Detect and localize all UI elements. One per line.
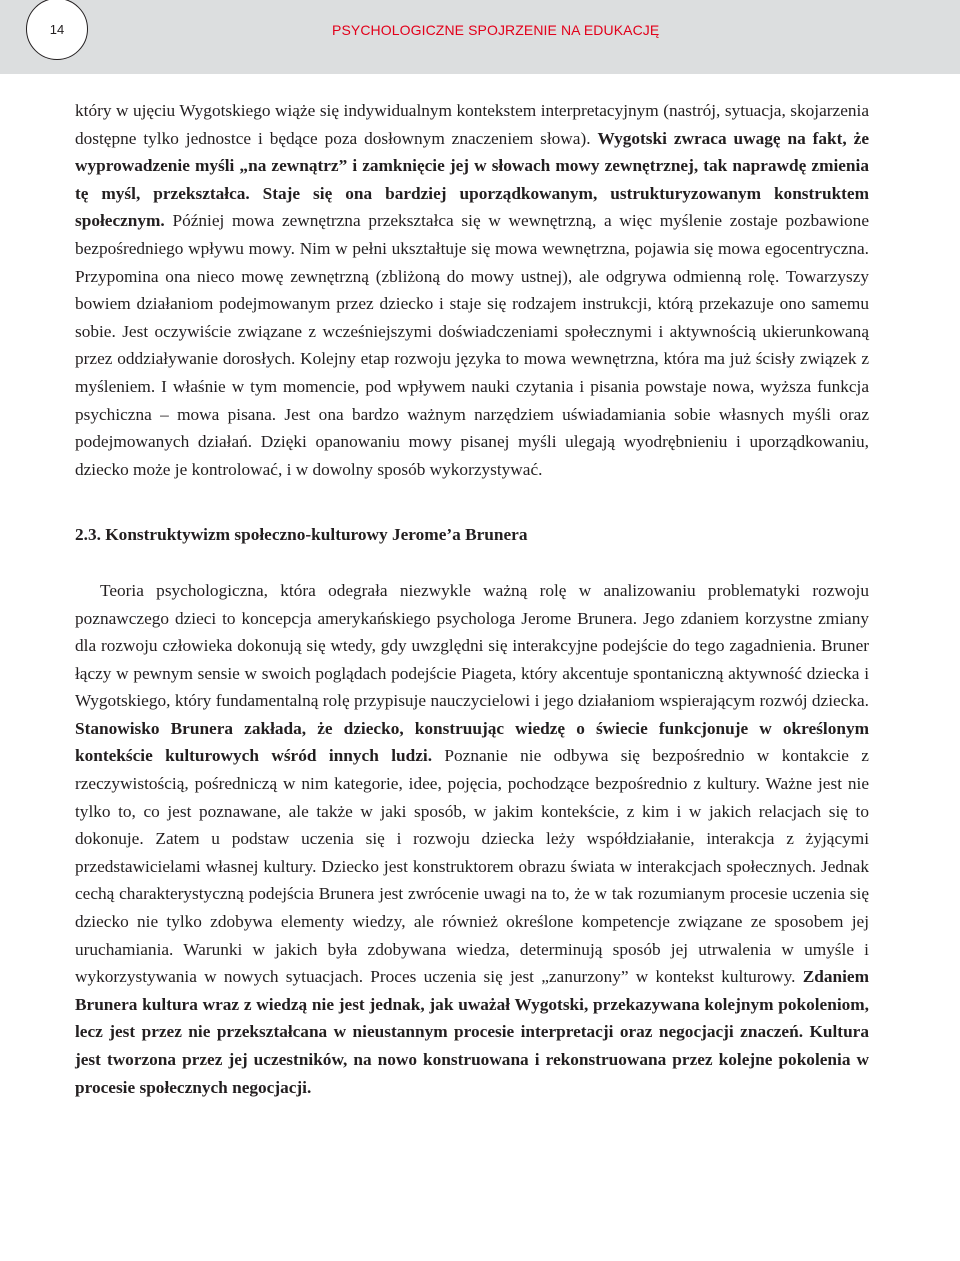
- paragraph-text: Później mowa zewnętrzna przekształca się w wewnętrzną, a więc myślenie zostaje pozbawione bezpośredniego wpływu mowy. Nim w pełni ukształtuje się mowa wewnętrzna, pojawia się mowa egocentryczna. Przypomina ona nieco mowę zewnętrzną (zbliżoną do mowy ustnej), ale odgrywa odmienną rolę. Towarzyszy bowiem działaniom podejmowanym przez dziecko i staje się rodzajem instrukcji, którą przekazuje ono samemu sobie. Jest oczywiście związane z wcześniejszymi doświadczeniami społecznymi i aktywnością ukierunkowaną przez oddziaływanie dorosłych. Kolejny etap rozwoju języka to mowa wewnętrzna, która ma już ścisły związek z myśleniem. I właśnie w tym momencie, pod wpływem nauki czytania i pisania powstaje nowa, wyższa funkcja psychiczna – mowa pisana. Jest ona bardzo ważnym narzędziem uświadamiania sobie własnych myśli oraz podejmowanych działań. Dzięki opanowaniu mowy pisanej myśli ulegają wyodrębnieniu i uporządkowaniu, dziecko może je kontrolować, i w dowolny sposób wykorzystywać.: [75, 211, 869, 479]
- paragraph-text: który w ujęciu Wygotskiego wiąże się indywidualnym kontekstem interpretacyjnym (nastrój, sytuacja, skojarzenia dostępne tylko jednostce i będące poza dosłownym znaczeniem słowa).: [75, 101, 869, 148]
- paragraph-text: Teoria psychologiczna, która odegrała niezwykle ważną rolę w analizowaniu problematyki rozwoju poznawczego dzieci to koncepcja amerykańskiego psychologa Jerome Brunera. Jego zdaniem korzystne zmiany dla rozwoju człowieka dokonują się wtedy, gdy uwzględni się interakcyjne podejście do tego zagadnienia. Bruner łączy w pewnym sensie w swoich poglądach podejście Piageta, który akcentuje spontaniczną aktywność dziecka i Wygotskiego, który fundamentalną rolę przypisuje nauczycielowi i jego działaniom wspierającym rozwój dziecka.: [75, 580, 869, 711]
- paragraph-bold-text: Wygotski zwraca uwagę na fakt, że wyprowadzenie myśli „na zewnątrz” i zamknięcie jej w słowach mowy zewnętrznej, tak naprawdę zmienia tę myśl, przekształca. Staje się ona bardziej uporządkowanym, ustrukturyzowanym konstruktem społecznym.: [75, 128, 870, 231]
- page-number: 14: [26, 0, 88, 60]
- paragraph-continued: [75, 97, 869, 483]
- paragraph-text: Poznanie nie odbywa się bezpośrednio w kontakcie z rzeczywistością, pośredniczą w nim kategorie, idee, pojęcia, pochodzące bezpośrednio z kultury. Ważne jest nie tylko to, co jest poznawane, ale także w jaki sposób, w jakim kontekście, z kim i w jakich relacjach się to dokonuje. Zatem u podstaw uczenia się i rozwoju dziecka leży współdziałanie, interakcja z żyjącymi przedstawicielami własnej kultury. Dziecko jest konstruktorem obrazu świata w interakcjach społecznych. Jednak cechą charakterystyczną podejścia Brunera jest zwrócenie uwagi na to, że w tak rozumianym procesie uczenia się dziecko nie tylko zdobywa elementy wiedzy, ale również określone kompetencje związane ze sposobem jej uruchamiania. Warunki w jakich była zdobywana wiedza, determinują sposób jej utrwalenia w umyśle i wykorzystywania w nowych sytuacjach. Proces uczenia się jest „zanurzony” w kontekst kulturowy.: [75, 746, 869, 987]
- paragraph-bold-text: Zdaniem Brunera kultura wraz z wiedzą nie jest jednak, jak uważał Wygotski, przekazywana kolejnym pokoleniom, lecz jest przez nie przekształcana w nieustannym procesie interpretacji oraz negocjacji znaczeń. Kultura jest tworzona przez jej uczestników, na nowo konstruowana i rekonstruowana przez kolejne pokolenia w procesie społecznych negocjacji.: [75, 967, 869, 1097]
- section-heading: 2.3. Konstruktywizm społeczno-kulturowy Jerome’a Brunera: [75, 525, 528, 545]
- paragraph-bruner: [75, 577, 869, 1101]
- running-title: PSYCHOLOGICZNE SPOJRZENIE NA EDUKACJĘ: [332, 22, 660, 38]
- page-body: [75, 97, 869, 1101]
- paragraph-bold-text: Stanowisko Brunera zakłada, że dziecko, konstruując wiedzę o świecie funkcjonuje w określonym kontekście kulturowych wśród innych ludzi.: [75, 718, 869, 766]
